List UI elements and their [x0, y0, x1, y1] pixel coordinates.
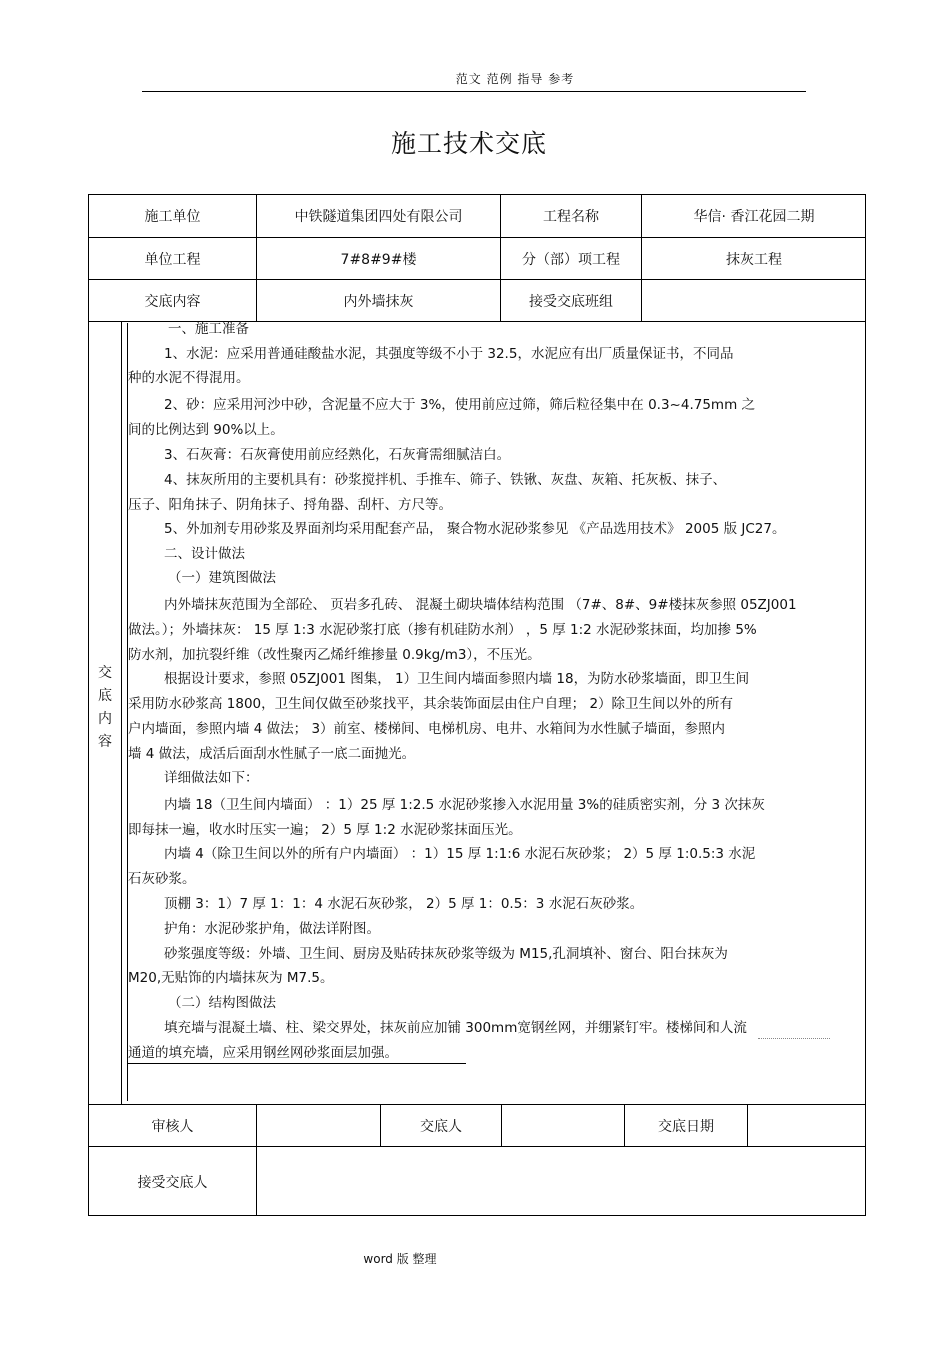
content-line: 压子、阳角抹子、阴角抹子、捋角器、刮杆、方尺等。 — [128, 497, 452, 513]
side-char: 内 — [98, 711, 112, 727]
content-line: 内墙 4（除卫生间以外的所有户内墙面） ：1）15 厚 1:1:6 水泥石灰砂浆； 2）5 厚 1:0.5:3 水泥 — [164, 846, 756, 862]
content-line: 1、水泥：应采用普通硅酸盐水泥，其强度等级不小于 32.5，水泥应有出厂质量保证书，不同品 — [164, 346, 734, 362]
label-receiving-team: 接受交底班组 — [529, 293, 613, 310]
content-line: 通道的填充墙，应采用钢丝网砂浆面层加强。 — [128, 1045, 398, 1061]
content-line: 防水剂，加抗裂纤维（改性聚丙乙烯纤维掺量 0.9kg/m3），不压光。 — [128, 647, 541, 663]
content-line: 2、砂：应采用河沙中砂，含泥量不应大于 3%，使用前应过筛，筛后粒径集中在 0.3~4.75mm 之 — [164, 397, 756, 413]
content-line: 5、外加剂专用砂浆及界面剂均采用配套产品， 聚合物水泥砂浆参见 《产品选用技术》 2005 版 JC27。 — [164, 521, 786, 537]
content-line: 砂浆强度等级：外墙、卫生间、厨房及贴砖抹灰砂浆等级为 M15,孔洞填补、窗台、阳台抹灰为 — [164, 946, 728, 962]
label-receiver: 接受交底人 — [137, 1174, 208, 1191]
value-receiving-team — [642, 280, 866, 321]
label-disclosure-date: 交底日期 — [658, 1118, 714, 1135]
document-title: 施工技术交底 — [390, 129, 547, 158]
content-line: 顶棚 3：1）7 厚 1：1：4 水泥石灰砂浆， 2）5 厚 1：0.5：3 水泥石灰砂浆。 — [164, 896, 644, 912]
label-disclosure-content: 交底内容 — [144, 293, 201, 310]
label-unit-project: 单位工程 — [144, 251, 201, 268]
content-line: 石灰砂浆。 — [128, 871, 196, 887]
content-line: 4、抹灰所用的主要机具有：砂浆搅拌机、手推车、筛子、铁锹、灰盘、灰箱、托灰板、抹子、 — [164, 472, 727, 488]
content-line: M20,无贴饰的内墙抹灰为 M7.5。 — [128, 970, 334, 986]
col-divider — [121, 321, 122, 1104]
col-divider — [747, 1104, 748, 1146]
content-line: 间的比例达到 90%以上。 — [128, 422, 284, 438]
content-line: 即每抹一遍，收水时压实一遍； 2）5 厚 1:2 水泥砂浆抹面压光。 — [128, 822, 522, 838]
label-construction-unit: 施工单位 — [144, 209, 201, 225]
label-reviewer: 审核人 — [151, 1118, 194, 1135]
value-sub-project: 抹灰工程 — [726, 251, 782, 268]
content-line: 3、石灰膏：石灰膏使用前应经熟化，石灰膏需细腻洁白。 — [164, 447, 511, 463]
content-line: （一）建筑图做法 — [168, 570, 276, 586]
side-label-disclosure-content — [89, 662, 121, 754]
content-line: （二）结构图做法 — [168, 995, 276, 1011]
side-char: 底 — [98, 688, 112, 704]
label-project-name: 工程名称 — [543, 209, 599, 225]
content-line: 详细做法如下： — [164, 770, 259, 786]
content-line: 护角：水泥砂浆护角，做法详附图。 — [164, 921, 380, 937]
content-line: 做法。）；外墙抹灰： 15 厚 1:3 水泥砂浆打底（掺有机硅防水剂） ，5 厚 1:2 水泥砂浆抹面，均加掺 5% — [128, 622, 757, 638]
value-unit-project: 7#8#9#楼 — [340, 251, 417, 268]
content-line: 户内墙面，参照内墙 4 做法； 3）前室、楼梯间、电梯机房、电井、水箱间为水性腻子墙面，参照内 — [128, 721, 726, 737]
value-project-name: 华信· 香江花园二期 — [693, 209, 815, 225]
page-header: 范文 范例 指导 参考 — [455, 72, 575, 86]
content-line: 填充墙与混凝土墙、柱、梁交界处，抹灰前应加铺 300mm宽钢丝网，并绷紧钉牢。楼梯间和人流 — [164, 1020, 747, 1036]
content-line: 采用防水砂浆高 1800，卫生间仅做至砂浆找平，其余装饰面层由住户自理； 2）除卫生间以外的所有 — [128, 696, 734, 712]
content-line: 种的水泥不得混用。 — [128, 370, 250, 386]
spellcheck-mark — [758, 1036, 830, 1039]
label-discloser: 交底人 — [420, 1118, 462, 1135]
content-line: 根据设计要求，参照 05ZJ001 图集， 1）卫生间内墙面参照内墙 18，为防水砂浆墙面，即卫生间 — [164, 671, 750, 687]
value-disclosure-content: 内外墙抹灰 — [343, 293, 414, 310]
header-rule — [142, 91, 806, 92]
content-line: 内墙 18（卫生间内墙面） ：1）25 厚 1:2.5 水泥砂浆掺入水泥用量 3%的硅质密实剂，分 3 次抹灰 — [164, 797, 765, 813]
side-char: 交 — [98, 665, 112, 681]
content-line: 墙 4 做法，成活后面刮水性腻子一底二面抛光。 — [128, 746, 416, 762]
content-line: 内外墙抹灰范围为全部砼、 页岩多孔砖、 混凝土砌块墙体结构范围 （7#、8#、9#楼抹灰参照 05ZJ001 — [164, 597, 797, 613]
side-char: 容 — [98, 734, 112, 750]
page-footer: word 版 整理 — [363, 1252, 437, 1266]
content-line: 二、设计做法 — [164, 546, 245, 562]
value-construction-unit: 中铁隧道集团四处有限公司 — [294, 209, 463, 225]
label-sub-project: 分（部）项工程 — [522, 251, 620, 268]
text-underline — [128, 1063, 466, 1064]
col-divider — [501, 1104, 502, 1146]
col-divider — [256, 1104, 257, 1216]
content-line: 一、施工准备 — [168, 321, 249, 337]
